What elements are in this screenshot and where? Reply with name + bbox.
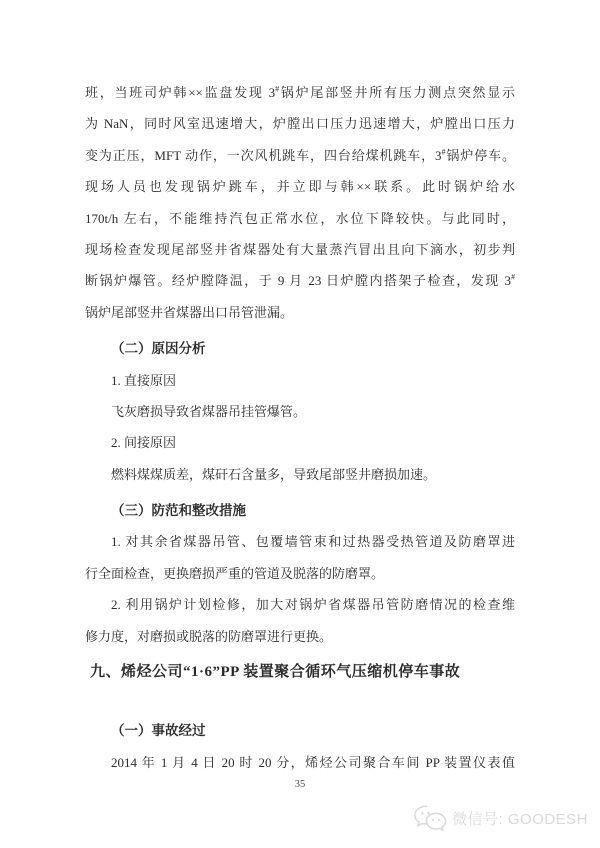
text-line <box>85 365 515 396</box>
chapter-title <box>85 657 515 688</box>
text-line <box>85 747 515 778</box>
text-segment: 锅炉尾部竖井所有压力测点突然显示 <box>279 85 515 100</box>
text-segment: 修力度，对磨损或脱落的防磨罩进行更换。 <box>85 628 333 644</box>
document-body <box>85 77 515 778</box>
text-segment: 变为正压，MFT 动作，一次风机跳车，四台给煤机跳车，3 <box>85 147 442 163</box>
text-segment: 燃料煤煤质差，煤矸石含量多，导致尾部竖井磨损加速。 <box>111 466 437 482</box>
text-segment: 行全面检查，更换磨损严重的管道及脱落的防磨罩。 <box>85 565 385 581</box>
text-line <box>85 77 515 108</box>
text-line <box>85 171 515 202</box>
text-segment: 1. 直接原因 <box>111 372 177 388</box>
superscript-mark: # <box>441 147 446 157</box>
text-line <box>85 589 515 620</box>
text-line <box>85 396 515 427</box>
wechat-icon <box>413 804 447 832</box>
text-segment: 现场人员也发现锅炉跳车，并立即与韩××联系。此时锅炉给水 <box>85 179 515 195</box>
text-line <box>85 297 515 328</box>
text-line <box>85 108 515 139</box>
superscript-mark: # <box>511 273 515 283</box>
text-segment: 飞灰磨损导致省煤器吊挂管爆管。 <box>111 403 307 419</box>
text-segment: 锅炉尾部竖井省煤器出口吊管泄漏。 <box>85 304 294 320</box>
text-segment: 班，当班司炉韩××监盘发现 3 <box>85 85 276 100</box>
text-segment: 现场检查发现尾部竖井省煤器处有大量蒸汽冒出且向下滴水，初步判 <box>85 241 515 257</box>
text-segment: 为 NaN，同时风室迅速增大，炉膛出口压力迅速增大，炉膛出口压力 <box>85 116 515 132</box>
text-segment: 2014 年 1 月 4 日 20 时 20 分，烯烃公司聚合车间 PP 装置仪表值 <box>111 754 515 770</box>
text-line <box>85 203 515 234</box>
text-segment: （三）防范和整改措施 <box>111 503 246 519</box>
section-heading <box>85 715 515 746</box>
text-segment: 断锅炉爆管。经炉膛降温，于 9 月 23 日炉膛内搭架子检查，发现 3 <box>85 273 511 289</box>
text-line <box>85 459 515 490</box>
text-segment: （一）事故经过 <box>111 723 206 739</box>
section-heading <box>85 333 515 364</box>
watermark-text: 微信号: GOODESH <box>451 810 588 828</box>
text-segment: （二）原因分析 <box>111 341 206 357</box>
text-segment: 2. 间接原因 <box>111 435 177 451</box>
text-line <box>85 427 515 458</box>
text-line <box>85 558 515 589</box>
section-heading <box>85 495 515 526</box>
text-segment: 2. 利用锅炉计划检修，加大对锅炉省煤器吊管防磨情况的检查维 <box>111 597 515 613</box>
text-line <box>85 526 515 557</box>
page-number: 35 <box>294 779 306 790</box>
text-line <box>85 140 515 171</box>
text-segment: 1. 对其余省煤器吊管、包覆墙管束和过热器受热管道及防磨罩进 <box>111 534 515 550</box>
watermark <box>413 804 588 832</box>
text-segment: 170t/h 左右，不能维持汽包正常水位，水位下降较快。与此同时， <box>85 210 515 226</box>
text-line <box>85 234 515 265</box>
text-line <box>85 265 515 296</box>
text-line <box>85 621 515 652</box>
superscript-mark: # <box>275 84 280 94</box>
text-segment: 九、烯烃公司“1·6”PP 装置聚合循环气压缩机停车事故 <box>90 664 461 681</box>
text-segment: 锅炉停车。 <box>445 147 515 163</box>
